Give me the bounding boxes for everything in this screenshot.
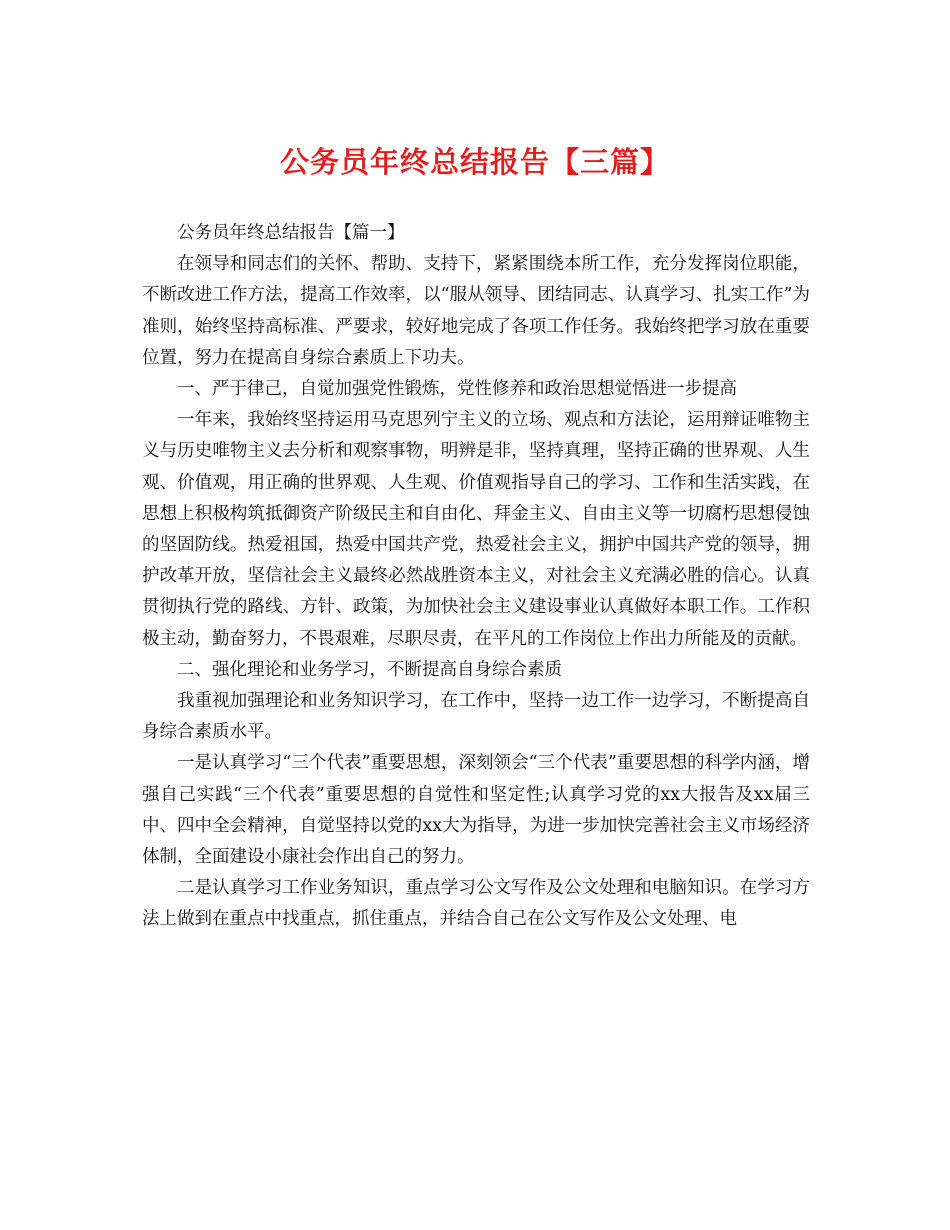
section-heading-study: 二、强化理论和业务学习，不断提高自身综合素质 bbox=[177, 659, 562, 680]
document-body bbox=[142, 218, 810, 936]
paragraph-intro: 在领导和同志们的关怀、帮助、支持下，紧紧围绕本所工作，充分发挥岗位职能，不断改进工作方法，提高工作效率，以“服从领导、团结同志、认真学习、扎实工作”为准则，始终坚持高标准、严要求，较好地完成了各项工作任务。我始终把学习放在重要位置，努力在提高自身综合素质上下功夫。 bbox=[142, 254, 810, 368]
section-heading-discipline: 一、严于律己，自觉加强党性锻炼，党性修养和政治思想觉悟进一步提高 bbox=[177, 379, 737, 400]
document-title: 公务员年终总结报告【三篇】 bbox=[279, 145, 670, 179]
paragraph-discipline: 一年来，我始终坚持运用马克思列宁主义的立场、观点和方法论，运用辩证唯物主义与历史唯物主义去分析和观察事物，明辨是非，坚持真理，坚持正确的世界观、人生观、价值观，用正确的世界观、人生观、价值观指导自己的学习、工作和生活实践，在思想上积极构筑抵御资产阶级民主和自由化、拜金主义、自由主义等一切腐朽思想侵蚀的坚固防线。热爱祖国，热爱中国共产党，热爱社会主义，拥护中国共产党的领导，拥护改革开放，坚信社会主义最终必然战胜资本主义，对社会主义充满必胜的信心。认真贯彻执行党的路线、方针、政策，为加快社会主义建设事业认真做好本职工作。工作积极主动，勤奋努力，不畏艰难，尽职尽责，在平凡的工作岗位上作出力所能及的贡献。 bbox=[142, 410, 810, 649]
section-heading-part-one: 公务员年终总结报告【篇一】 bbox=[177, 223, 405, 243]
paragraph-study-point-two: 二是认真学习工作业务知识，重点学习公文写作及公文处理和电脑知识。在学习方法上做到在重点中找重点，抓住重点，并结合自己在公文写作及公文处理、电 bbox=[142, 878, 810, 930]
paragraph-study-point-one: 一是认真学习“三个代表”重要思想，深刻领会“三个代表”重要思想的科学内涵，增强自己实践“三个代表”重要思想的自觉性和坚定性;认真学习党的xx大报告及xx届三中、四中全会精神，自觉坚持以党的xx大为指导，为进一步加快完善社会主义市场经济体制，全面建设小康社会作出自己的努力。 bbox=[142, 753, 810, 868]
paragraph-study: 我重视加强理论和业务知识学习，在工作中，坚持一边工作一边学习，不断提高自身综合素质水平。 bbox=[142, 691, 810, 743]
